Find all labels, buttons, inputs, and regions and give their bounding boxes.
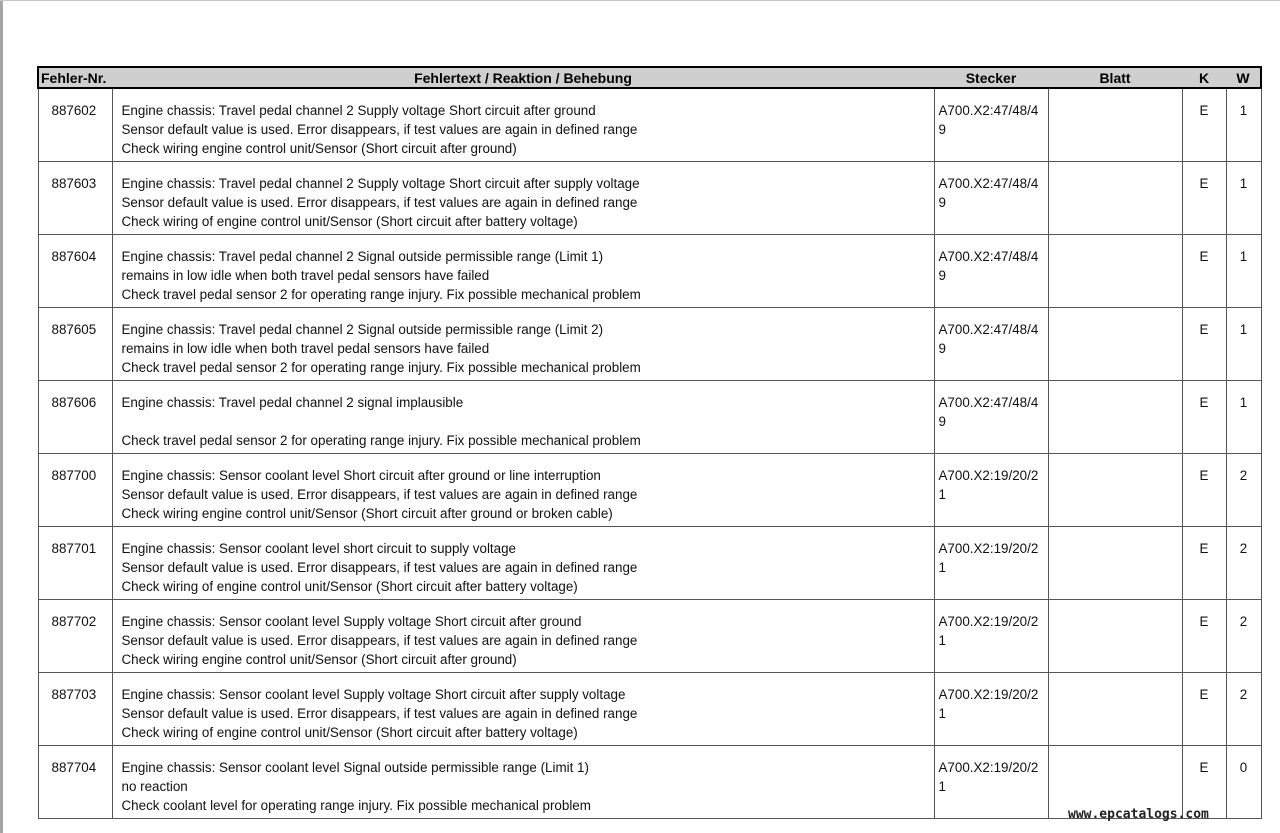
connector bbox=[934, 307, 1048, 380]
connector-line-2: 9 bbox=[938, 122, 946, 137]
connector-line-1: A700.X2:47/48/4 bbox=[938, 103, 1039, 118]
error-reaction: Sensor default value is used. Error disappears, if test values are again in defined range bbox=[121, 122, 638, 137]
connector-line-2: 1 bbox=[938, 559, 946, 575]
sheet bbox=[1048, 380, 1182, 453]
error-remedy: Check wiring engine control unit/Sensor (Short circuit after ground or broken cable) bbox=[121, 505, 613, 521]
connector-line-1: A700.X2:47/48/4 bbox=[938, 175, 1039, 191]
w-value: 1 bbox=[1226, 307, 1261, 380]
sheet bbox=[1048, 88, 1182, 161]
w-value: 2 bbox=[1226, 599, 1261, 672]
k-value: E bbox=[1182, 672, 1226, 745]
header-w: W bbox=[1226, 67, 1261, 88]
connector-line-2: 9 bbox=[938, 340, 946, 356]
error-number: 887703 bbox=[38, 672, 112, 745]
error-number: 887605 bbox=[38, 307, 112, 380]
error-reaction: remains in low idle when both travel pedal sensors have failed bbox=[121, 267, 490, 283]
error-reaction: Sensor default value is used. Error disappears, if test values are again in defined range bbox=[121, 559, 638, 575]
error-code-page bbox=[37, 66, 1260, 819]
w-value: 2 bbox=[1226, 526, 1261, 599]
connector-line-1: A700.X2:19/20/2 bbox=[938, 467, 1039, 483]
w-value: 1 bbox=[1226, 161, 1261, 234]
k-value: E bbox=[1182, 307, 1226, 380]
connector-line-2: 1 bbox=[938, 486, 946, 502]
error-description: Engine chassis: Travel pedal channel 2 Supply voltage Short circuit after supply voltage bbox=[121, 175, 640, 191]
connector bbox=[934, 380, 1048, 453]
table-row bbox=[38, 88, 1261, 161]
connector-line-1: A700.X2:47/48/4 bbox=[938, 248, 1039, 264]
table-row bbox=[38, 526, 1261, 599]
error-reaction: remains in low idle when both travel pedal sensors have failed bbox=[121, 340, 490, 356]
error-number: 887700 bbox=[38, 453, 112, 526]
error-text bbox=[112, 234, 934, 307]
error-number: 887606 bbox=[38, 380, 112, 453]
connector bbox=[934, 599, 1048, 672]
connector-line-2: 9 bbox=[938, 194, 946, 210]
k-value: E bbox=[1182, 161, 1226, 234]
table-row bbox=[38, 307, 1261, 380]
sheet bbox=[1048, 672, 1182, 745]
w-value: 1 bbox=[1226, 234, 1261, 307]
k-value: E bbox=[1182, 380, 1226, 453]
error-remedy: Check travel pedal sensor 2 for operating range injury. Fix possible mechanical problem bbox=[121, 359, 641, 375]
header-fehlertext: Fehlertext / Reaktion / Behebung bbox=[112, 67, 934, 88]
connector-line-2: 9 bbox=[938, 267, 946, 283]
error-text bbox=[112, 526, 934, 599]
error-number: 887702 bbox=[38, 599, 112, 672]
header-stecker: Stecker bbox=[934, 67, 1048, 88]
error-reaction: Sensor default value is used. Error disappears, if test values are again in defined range bbox=[121, 705, 638, 721]
error-text bbox=[112, 380, 934, 453]
error-text bbox=[112, 307, 934, 380]
error-reaction bbox=[122, 412, 934, 431]
error-text bbox=[112, 745, 934, 818]
error-number: 887604 bbox=[38, 234, 112, 307]
table-row bbox=[38, 380, 1261, 453]
sheet bbox=[1048, 307, 1182, 380]
error-description: Engine chassis: Sensor coolant level short circuit to supply voltage bbox=[121, 540, 516, 556]
error-remedy: Check wiring of engine control unit/Sensor (Short circuit after battery voltage) bbox=[121, 578, 578, 594]
sheet bbox=[1048, 599, 1182, 672]
error-number: 887701 bbox=[38, 526, 112, 599]
connector-line-2: 1 bbox=[938, 778, 946, 794]
w-value: 2 bbox=[1226, 453, 1261, 526]
connector bbox=[934, 88, 1048, 161]
error-text bbox=[112, 453, 934, 526]
k-value: E bbox=[1182, 234, 1226, 307]
w-value: 1 bbox=[1226, 88, 1261, 161]
error-reaction: Sensor default value is used. Error disappears, if test values are again in defined range bbox=[121, 632, 638, 648]
connector-line-1: A700.X2:19/20/2 bbox=[938, 613, 1039, 629]
connector-line-1: A700.X2:19/20/2 bbox=[938, 540, 1039, 556]
watermark: www.epcatalogs.com bbox=[1068, 807, 1209, 822]
page-top-edge bbox=[0, 0, 1280, 1]
error-reaction: Sensor default value is used. Error disappears, if test values are again in defined range bbox=[121, 486, 638, 502]
error-number: 887704 bbox=[38, 745, 112, 818]
k-value: E bbox=[1182, 526, 1226, 599]
error-description: Engine chassis: Travel pedal channel 2 Supply voltage Short circuit after ground bbox=[121, 103, 596, 118]
error-reaction: Sensor default value is used. Error disappears, if test values are again in defined range bbox=[121, 194, 638, 210]
sheet bbox=[1048, 234, 1182, 307]
connector bbox=[934, 453, 1048, 526]
sheet bbox=[1048, 526, 1182, 599]
error-description: Engine chassis: Travel pedal channel 2 Signal outside permissible range (Limit 2) bbox=[121, 321, 604, 337]
table-body bbox=[38, 88, 1261, 818]
error-text bbox=[112, 599, 934, 672]
k-value: E bbox=[1182, 745, 1226, 818]
error-number: 887602 bbox=[38, 88, 112, 161]
header-blatt: Blatt bbox=[1048, 67, 1182, 88]
error-text bbox=[112, 88, 934, 161]
error-remedy: Check coolant level for operating range injury. Fix possible mechanical problem bbox=[121, 797, 591, 813]
connector bbox=[934, 161, 1048, 234]
connector-line-2: 9 bbox=[938, 413, 946, 429]
sheet bbox=[1048, 453, 1182, 526]
header-fehler-nr: Fehler-Nr. bbox=[38, 67, 112, 88]
k-value: E bbox=[1182, 453, 1226, 526]
k-value: E bbox=[1182, 599, 1226, 672]
page-left-edge bbox=[0, 0, 3, 833]
k-value: E bbox=[1182, 88, 1226, 161]
sheet bbox=[1048, 161, 1182, 234]
error-description: Engine chassis: Sensor coolant level Signal outside permissible range (Limit 1) bbox=[121, 759, 589, 775]
error-remedy: Check travel pedal sensor 2 for operating range injury. Fix possible mechanical problem bbox=[121, 286, 641, 302]
table-row bbox=[38, 599, 1261, 672]
error-remedy: Check wiring engine control unit/Sensor (Short circuit after ground) bbox=[121, 141, 517, 156]
error-description: Engine chassis: Travel pedal channel 2 Signal outside permissible range (Limit 1) bbox=[121, 248, 604, 264]
error-description: Engine chassis: Sensor coolant level Short circuit after ground or line interruption bbox=[121, 467, 601, 483]
error-description: Engine chassis: Sensor coolant level Supply voltage Short circuit after ground bbox=[121, 613, 582, 629]
error-remedy: Check travel pedal sensor 2 for operating range injury. Fix possible mechanical problem bbox=[121, 432, 641, 448]
connector bbox=[934, 745, 1048, 818]
error-description: Engine chassis: Travel pedal channel 2 signal implausible bbox=[121, 394, 464, 410]
table-row bbox=[38, 234, 1261, 307]
error-number: 887603 bbox=[38, 161, 112, 234]
table-row bbox=[38, 453, 1261, 526]
error-remedy: Check wiring engine control unit/Sensor (Short circuit after ground) bbox=[121, 651, 517, 667]
header-k: K bbox=[1182, 67, 1226, 88]
error-reaction: no reaction bbox=[121, 778, 188, 794]
w-value: 1 bbox=[1226, 380, 1261, 453]
connector-line-1: A700.X2:47/48/4 bbox=[938, 321, 1039, 337]
connector-line-1: A700.X2:19/20/2 bbox=[938, 759, 1039, 775]
w-value: 2 bbox=[1226, 672, 1261, 745]
connector-line-1: A700.X2:47/48/4 bbox=[938, 394, 1039, 410]
table-row bbox=[38, 672, 1261, 745]
connector bbox=[934, 234, 1048, 307]
error-description: Engine chassis: Sensor coolant level Supply voltage Short circuit after supply voltage bbox=[121, 686, 626, 702]
connector bbox=[934, 526, 1048, 599]
table-header bbox=[38, 67, 1261, 88]
connector-line-1: A700.X2:19/20/2 bbox=[938, 686, 1039, 702]
error-text bbox=[112, 161, 934, 234]
error-code-table bbox=[37, 66, 1262, 819]
error-remedy: Check wiring of engine control unit/Sensor (Short circuit after battery voltage) bbox=[121, 213, 578, 229]
error-remedy: Check wiring of engine control unit/Sensor (Short circuit after battery voltage) bbox=[121, 724, 578, 740]
connector-line-2: 1 bbox=[938, 632, 946, 648]
connector-line-2: 1 bbox=[938, 705, 946, 721]
error-text bbox=[112, 672, 934, 745]
connector bbox=[934, 672, 1048, 745]
table-row bbox=[38, 161, 1261, 234]
w-value: 0 bbox=[1226, 745, 1261, 818]
